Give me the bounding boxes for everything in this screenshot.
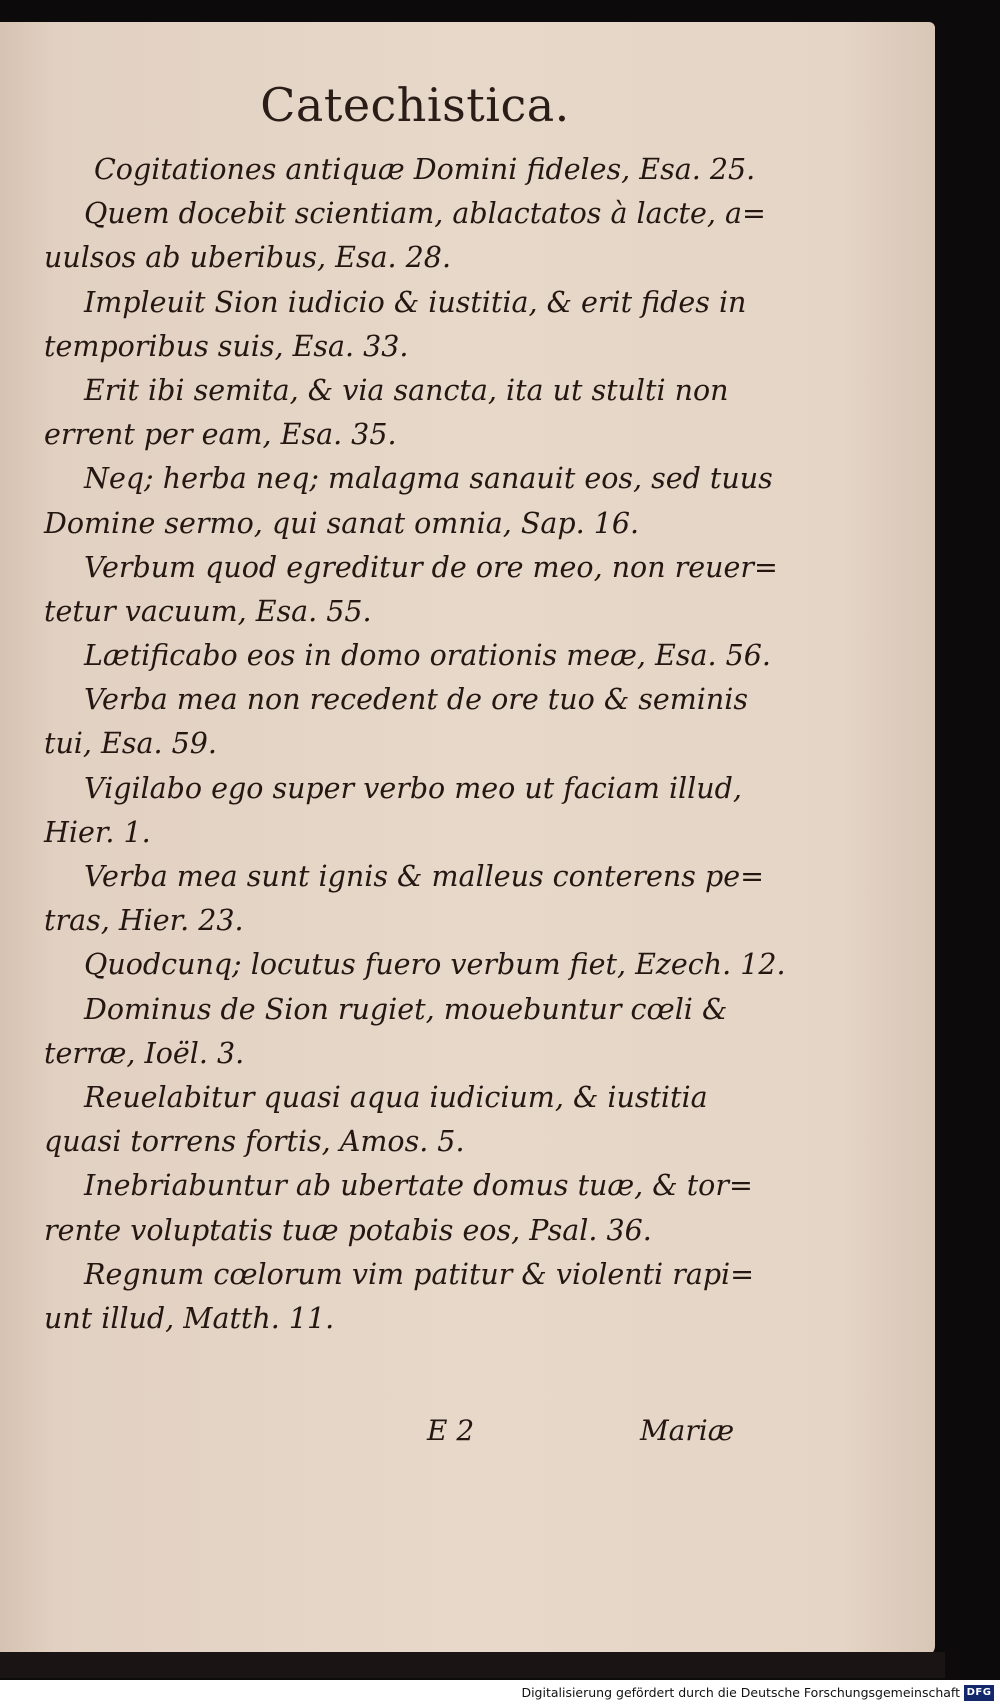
footer-credit: Digitalisierung gefördert durch die Deutsche Forschungsgemeinschaft (521, 1685, 960, 1700)
text-line: Regnum cœlorum vim patitur & violenti rapi= (84, 1257, 755, 1291)
signature-mark: E 2 (427, 1414, 475, 1447)
text-line: Vigilabo ego super verbo meo ut faciam illud, (84, 771, 742, 805)
text-line: tras, Hier. 23. (44, 904, 244, 938)
text-line: Neq; herba neq; malagma sanauit eos, sed tuus (84, 462, 773, 496)
text-block (44, 148, 786, 1341)
text-line: Inebriabuntur ab ubertate domus tuæ, & tor= (84, 1169, 753, 1203)
text-line: Quodcunq; locutus fuero verbum fiet, Ezech. 12. (84, 948, 786, 982)
text-line: rente voluptatis tuæ potabis eos, Psal. 36. (44, 1213, 652, 1247)
text-line: Erit ibi semita, & via sancta, ita ut stulti non (84, 373, 729, 407)
text-line: Domine sermo, qui sanat omnia, Sap. 16. (44, 506, 640, 540)
page-bottom-edge (0, 1652, 945, 1678)
catchword: Mariæ (640, 1414, 735, 1447)
text-line: Verba mea non recedent de ore tuo & seminis (84, 683, 748, 717)
text-line: Impleuit Sion iudicio & iustitia, & erit fides in (84, 285, 747, 319)
text-line: Quem docebit scientiam, ablactatos à lacte, a= (84, 197, 766, 231)
dfg-logo-icon: DFG (964, 1685, 994, 1701)
text-line: Verbum quod egreditur de ore meo, non reuer= (84, 550, 778, 584)
text-line: terræ, Ioël. 3. (44, 1036, 245, 1070)
text-line: errent per eam, Esa. 35. (44, 418, 397, 452)
text-line: Reuelabitur quasi aqua iudicium, & iustitia (84, 1080, 708, 1114)
text-line: Dominus de Sion rugiet, mouebuntur cœli & (84, 992, 728, 1026)
running-head (0, 78, 1000, 132)
text-line: Cogitationes antiquæ Domini fideles, Esa. 25. (94, 153, 756, 186)
text-line: temporibus suis, Esa. 33. (44, 329, 409, 363)
text-line: tetur vacuum, Esa. 55. (44, 594, 372, 628)
running-head-text: Catechistica. (260, 78, 570, 132)
text-line: Lætificabo eos in domo orationis meæ, Esa. 56. (84, 639, 771, 673)
text-line: unt illud, Matth. 11. (44, 1301, 335, 1335)
text-line: Hier. 1. (44, 815, 151, 849)
text-line: tui, Esa. 59. (44, 727, 217, 761)
text-line: Verba mea sunt ignis & malleus conterens pe= (84, 860, 764, 893)
text-line: uulsos ab uberibus, Esa. 28. (44, 241, 452, 275)
text-line: quasi torrens fortis, Amos. 5. (44, 1125, 465, 1159)
